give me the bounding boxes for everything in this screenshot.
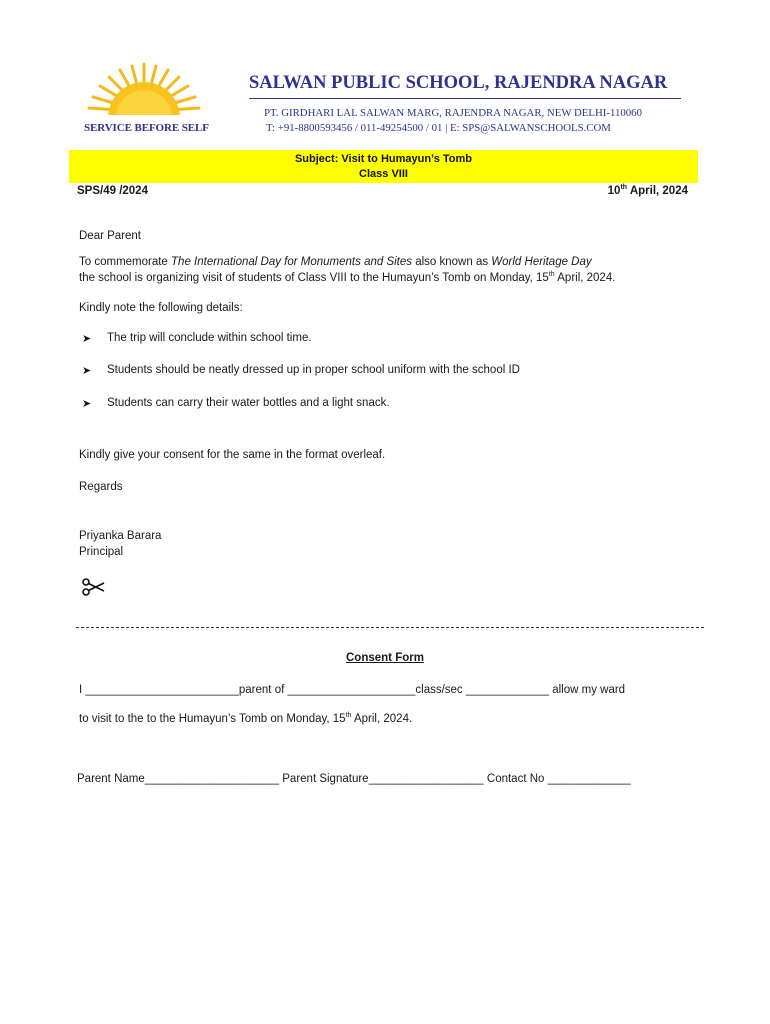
- detail-item: Students can carry their water bottles and a light snack.: [107, 397, 390, 409]
- detail-item: The trip will conclude within school time.: [107, 332, 312, 344]
- subject-title: Subject: Visit to Humayun’s Tomb: [294, 153, 473, 165]
- consent-form-title: Consent Form: [346, 652, 424, 664]
- subject-banner: [69, 150, 698, 183]
- consent-request: Kindly give your consent for the same in the format overleaf.: [79, 449, 386, 461]
- arrow-bullet-icon: ➤: [82, 333, 92, 345]
- arrow-bullet-icon: ➤: [82, 365, 92, 377]
- signatory-title: Principal: [79, 546, 124, 558]
- letter-date: 10th April, 2024: [607, 184, 688, 197]
- school-logo: [78, 60, 210, 140]
- paragraph-line-2: the school is organizing visit of students of Class VIII to the Humayun’s Tomb on Monday, 15th April, 2024.: [79, 271, 616, 284]
- school-address: PT. GIRDHARI LAL SALWAN MARG, RAJENDRA NAGAR, NEW DELHI-110060: [264, 107, 642, 119]
- subject-class: Class VIII: [359, 168, 408, 180]
- signatory-name: Priyanka Barara: [79, 530, 162, 542]
- school-motto: SERVICE BEFORE SELF: [84, 122, 209, 134]
- paragraph-line-1: To commemorate The International Day for Monuments and Sites also known as World Heritage Day: [79, 256, 592, 268]
- header-divider: [249, 98, 681, 99]
- consent-line-2: to visit to the to the Humayun’s Tomb on Monday, 15th April, 2024.: [79, 712, 413, 725]
- school-name: SALWAN PUBLIC SCHOOL, RAJENDRA NAGAR: [249, 73, 668, 93]
- cut-line: [76, 627, 704, 628]
- arrow-bullet-icon: ➤: [82, 398, 92, 410]
- school-contact: T: +91-8800593456 / 011-49254500 / 01 | E: SPS@SALWANSCHOOLS.COM: [266, 122, 611, 134]
- details-intro: Kindly note the following details:: [79, 302, 243, 314]
- detail-item: Students should be neatly dressed up in proper school uniform with the school ID: [107, 364, 520, 376]
- scissors-icon: [82, 578, 106, 596]
- reference-number: SPS/49 /2024: [77, 185, 148, 197]
- salutation: Dear Parent: [79, 230, 142, 242]
- closing: Regards: [79, 481, 123, 493]
- consent-line-3: Parent Name_____________________ Parent Signature__________________ Contact No _____________: [77, 773, 631, 785]
- sun-logo-icon: [78, 60, 210, 124]
- consent-line-1: I ________________________parent of ____________________class/sec _____________ allow my ward: [79, 684, 626, 696]
